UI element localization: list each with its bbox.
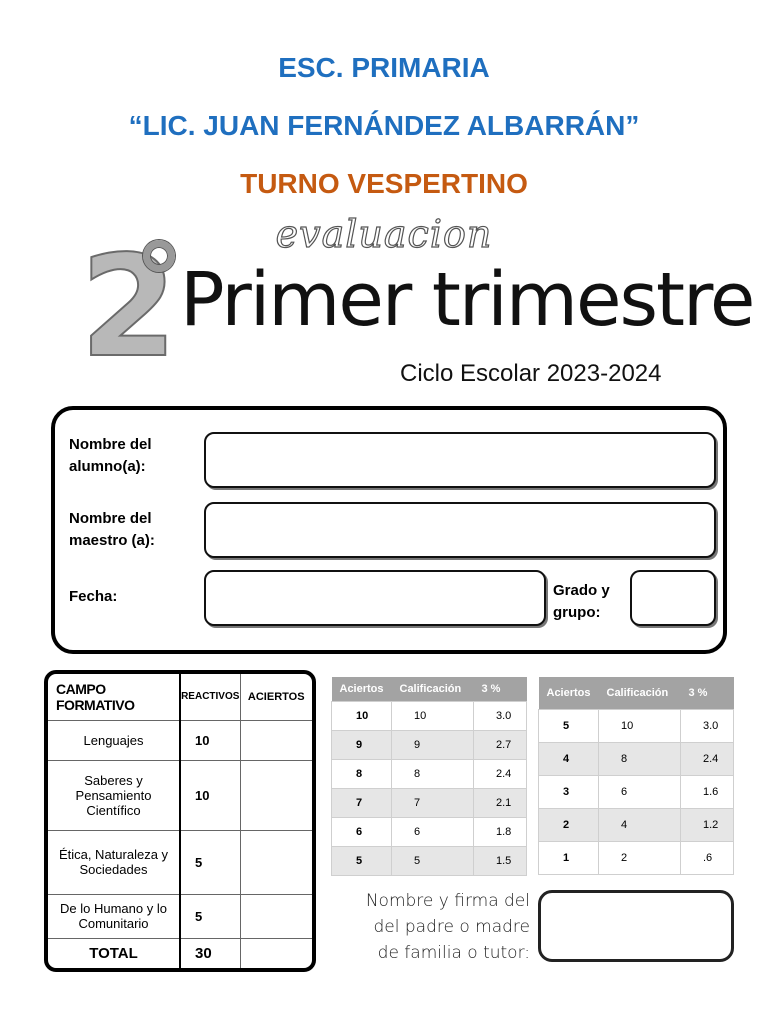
- score-aciertos: 5: [539, 709, 599, 742]
- campo-name-line: Lenguajes: [83, 732, 144, 748]
- score-calificacion: 5: [392, 846, 474, 875]
- student-label-line2: alumno(a):: [69, 458, 146, 475]
- score-header-row: [539, 677, 734, 709]
- school-cycle: Ciclo Escolar 2023-2024: [400, 360, 662, 387]
- aciertos-cell[interactable]: [240, 720, 312, 760]
- total-value: 30: [180, 938, 240, 968]
- signature-label: [334, 888, 530, 966]
- table-row: [539, 709, 734, 742]
- score-calificacion: 8: [599, 742, 681, 775]
- table-row: [539, 775, 734, 808]
- score-percent: 2.4: [474, 759, 527, 788]
- grade-label-line1: Grado y: [553, 582, 610, 599]
- total-aciertos-cell[interactable]: [240, 938, 312, 968]
- reactivos-value: 10: [180, 760, 240, 830]
- student-label-line1: Nombre del: [69, 436, 152, 453]
- signature-field[interactable]: [538, 890, 734, 962]
- score-aciertos: 5: [332, 846, 392, 875]
- score-table-5: [538, 677, 734, 875]
- campo-name-line: Sociedades: [79, 862, 148, 877]
- table-row: [48, 830, 312, 894]
- signature-label-line1: Nombre y firma del: [365, 891, 530, 911]
- score-percent: 1.2: [681, 808, 734, 841]
- score-header-row: [332, 677, 527, 701]
- score-percent: 2.4: [681, 742, 734, 775]
- table-row: [48, 760, 312, 830]
- table-row: [332, 846, 527, 875]
- teacher-label-line1: Nombre del: [69, 510, 152, 527]
- score-calificacion: 6: [599, 775, 681, 808]
- date-field[interactable]: [204, 570, 546, 626]
- total-label: TOTAL: [48, 938, 180, 968]
- table-row: [48, 720, 312, 760]
- score-aciertos: 10: [332, 701, 392, 730]
- score-percent: 3.0: [681, 709, 734, 742]
- total-row: [48, 938, 312, 968]
- table-row: [539, 808, 734, 841]
- table-row: [332, 759, 527, 788]
- campo-name: [48, 760, 180, 830]
- signature-label-line3: de familia o tutor:: [377, 943, 530, 963]
- reactivos-value: 5: [180, 894, 240, 938]
- score-aciertos: 2: [539, 808, 599, 841]
- campo-name-line: Comunitario: [78, 916, 149, 931]
- score-aciertos: 9: [332, 730, 392, 759]
- trimestre-title: Primer trimestre: [180, 257, 754, 343]
- table-row: [332, 817, 527, 846]
- aciertos-header: ACIERTOS: [240, 674, 312, 720]
- score-percent: 2.1: [474, 788, 527, 817]
- score-calificacion: 8: [392, 759, 474, 788]
- grade-number: 2: [80, 226, 178, 389]
- campo-name: [48, 894, 180, 938]
- date-label: Fecha:: [69, 588, 118, 605]
- teacher-name-label: [69, 508, 155, 552]
- grade-label-line2: grupo:: [553, 604, 601, 621]
- aciertos-cell[interactable]: [240, 894, 312, 938]
- campo-name: [48, 830, 180, 894]
- score-percent: 3.0: [474, 701, 527, 730]
- score-calificacion: 6: [392, 817, 474, 846]
- table-row: [539, 742, 734, 775]
- teacher-label-line2: maestro (a):: [69, 532, 155, 549]
- grade-group-field[interactable]: [630, 570, 716, 626]
- score-calificacion: 4: [599, 808, 681, 841]
- campo-name: [48, 720, 180, 760]
- score-header-percent: 3 %: [681, 677, 734, 709]
- score-percent: 1.5: [474, 846, 527, 875]
- student-name-field[interactable]: [204, 432, 716, 488]
- campo-name-line: Pensamiento: [75, 787, 152, 803]
- score-percent: 1.6: [681, 775, 734, 808]
- student-info-form: [51, 406, 727, 654]
- score-table-10: [331, 677, 527, 876]
- table-row: [332, 788, 527, 817]
- table-row: [332, 730, 527, 759]
- signature-label-line2: del padre o madre: [373, 917, 530, 937]
- score-aciertos: 3: [539, 775, 599, 808]
- score-header-aciertos: Aciertos: [539, 677, 599, 709]
- score-header-aciertos: Aciertos: [332, 677, 392, 701]
- score-calificacion: 2: [599, 841, 681, 874]
- aciertos-cell[interactable]: [240, 830, 312, 894]
- score-percent: .6: [681, 841, 734, 874]
- campo-name-line: De lo Humano y lo: [60, 901, 167, 916]
- score-calificacion: 10: [599, 709, 681, 742]
- score-percent: 1.8: [474, 817, 527, 846]
- score-aciertos: 7: [332, 788, 392, 817]
- evaluacion-title: evaluacion: [275, 212, 493, 256]
- score-header-calificacion: Calificación: [392, 677, 474, 701]
- campo-header: CAMPO FORMATIVO: [48, 674, 180, 720]
- score-aciertos: 4: [539, 742, 599, 775]
- campo-name-line: Científico: [86, 802, 141, 818]
- reactivos-header: REACTIVOS: [180, 674, 240, 720]
- aciertos-cell[interactable]: [240, 760, 312, 830]
- score-calificacion: 7: [392, 788, 474, 817]
- score-calificacion: 10: [392, 701, 474, 730]
- table-row: [539, 841, 734, 874]
- score-aciertos: 6: [332, 817, 392, 846]
- score-header-calificacion: Calificación: [599, 677, 681, 709]
- reactivos-value: 5: [180, 830, 240, 894]
- school-name: “LIC. JUAN FERNÁNDEZ ALBARRÁN”: [128, 110, 640, 141]
- teacher-name-field[interactable]: [204, 502, 716, 558]
- school-header: ESC. PRIMARIA: [278, 52, 490, 83]
- degree-symbol: [143, 240, 175, 272]
- campo-name-line: Saberes y: [84, 772, 143, 788]
- reactivos-value: 10: [180, 720, 240, 760]
- score-calificacion: 9: [392, 730, 474, 759]
- score-aciertos: 8: [332, 759, 392, 788]
- grade-group-label: [553, 580, 610, 624]
- score-header-percent: 3 %: [474, 677, 527, 701]
- table-row: [332, 701, 527, 730]
- campo-header-row: [48, 674, 312, 720]
- score-aciertos: 1: [539, 841, 599, 874]
- student-name-label: [69, 434, 152, 478]
- table-row: [48, 894, 312, 938]
- campo-name-line: Ética, Naturaleza y: [58, 847, 169, 862]
- campo-formativo-table: [44, 670, 316, 972]
- shift-label: TURNO VESPERTINO: [240, 168, 528, 199]
- score-percent: 2.7: [474, 730, 527, 759]
